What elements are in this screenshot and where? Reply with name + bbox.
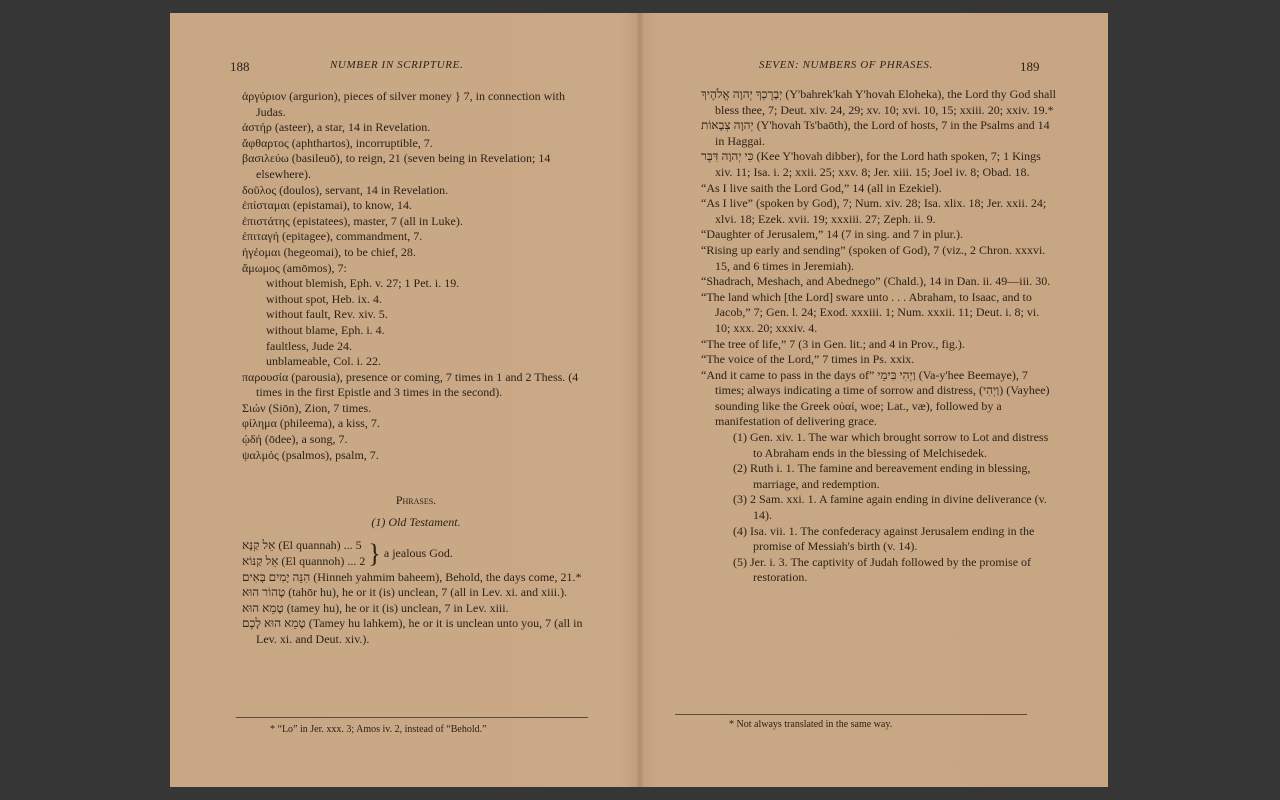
footnote: * “Lo” in Jer. xxx. 3; Amos iv. 2, instead of “Behold.” bbox=[270, 724, 487, 735]
entry: ἐπιταγή (epitagee), commandment, 7. bbox=[242, 229, 423, 244]
entry: ᾠδή (ōdee), a song, 7. bbox=[242, 432, 348, 447]
running-head: SEVEN: NUMBERS OF PHRASES. bbox=[759, 59, 933, 71]
entry: אֵל קַנּוֹא (El quannoh) ... 2 bbox=[242, 554, 366, 569]
entry: כִּי יְהוָה דִּבֶּר (Kee Y'hovah dibber), for the Lord hath spoken, 7; 1 Kings xiv. 11; Isa. i. 2; xxii. 25; xxv. 8; Jer. xiii. 15; Joel iv. 8; Obad. 18. bbox=[701, 149, 1041, 179]
page-number: 188 bbox=[230, 59, 250, 74]
sub-entry: without blemish, Eph. v. 27; 1 Pet. i. 19. bbox=[266, 276, 460, 291]
footnote-rule bbox=[236, 717, 588, 718]
sub-entry: faultless, Jude 24. bbox=[266, 338, 352, 353]
book-spread bbox=[170, 13, 1108, 787]
list-item: (2) Ruth i. 1. The famine and bereavement ending in blessing, marriage, and redemption. bbox=[733, 461, 1031, 491]
page-number: 189 bbox=[1020, 59, 1040, 74]
entry: ἀργύριον (argurion), pieces of silver money } 7, in connection with Judas. bbox=[242, 89, 565, 119]
sub-entry: without blame, Eph. i. 4. bbox=[266, 322, 385, 337]
entry: טָמֵא הוּא (tamey hu), he or it (is) unclean, 7 in Lev. xiii. bbox=[242, 600, 509, 615]
sub-entry: unblameable, Col. i. 22. bbox=[266, 354, 381, 369]
entry: “As I live saith the Lord God,” 14 (all in Ezekiel). bbox=[701, 180, 942, 195]
entry: “Shadrach, Meshach, and Abednego” (Chald.), 14 in Dan. ii. 49—iii. 30. bbox=[701, 274, 1051, 289]
brace: } bbox=[368, 539, 381, 569]
entry: ἐπίσταμαι (epistamai), to know, 14. bbox=[242, 198, 413, 213]
entry: “And it came to pass in the days of” וַיְהִי בִּימֵי (Va-y'hee Beemaye), 7 times; always indicating a time of sorrow and distress, (וַיְהִי) (Vayhee) sounding like the Greek οὐαί, woe; Lat., væ), followed by a manifestation of delivering grace. bbox=[701, 367, 1050, 429]
entry: ἀστήρ (asteer), a star, 14 in Revelation. bbox=[242, 120, 431, 135]
phrases-heading: Phrases. bbox=[395, 493, 437, 508]
entry: טָהוֹר הוּא (tahōr hu), he or it (is) unclean, 7 (all in Lev. xi. and xiii.). bbox=[242, 585, 568, 600]
left-page bbox=[170, 13, 639, 787]
list-item: (1) Gen. xiv. 1. The war which brought sorrow to Lot and distress to Abraham ends in the blessing of Melchisedek. bbox=[733, 430, 1049, 460]
entry: “The voice of the Lord,” 7 times in Ps. xxix. bbox=[701, 352, 915, 367]
page-body bbox=[701, 87, 1057, 586]
entry: “As I live” (spoken by God), 7; Num. xiv. 28; Isa. xlix. 18; Jer. xxii. 24; xlvi. 18; Ezek. xvii. 19; xxxiii. 27; Zeph. ii. 9. bbox=[701, 196, 1047, 226]
ot-heading: (1) Old Testament. bbox=[371, 514, 461, 529]
entry: παρουσία (parousia), presence or coming, 7 times in 1 and 2 Thess. (4 times in the first Epistle and 3 times in the second). bbox=[242, 369, 579, 400]
entry: “The land which [the Lord] sware unto . . . Abraham, to Isaac, and to Jacob,” 7; Gen. l. 24; Exod. xxxiii. 1; Num. xxxii. 11; Deut. i. 8; vi. 10; xxx. 20; xxxiv. 4. bbox=[701, 289, 1040, 335]
entry-gloss: a jealous God. bbox=[383, 546, 453, 561]
sub-entry: without fault, Rev. xiv. 5. bbox=[266, 307, 388, 322]
entry: βασιλεύω (basileuō), to reign, 21 (seven being in Revelation; 14 elsewhere). bbox=[242, 151, 551, 181]
entry: טָמֵא הוּא לָכֶם (Tamey hu lahkem), he or it is unclean unto you, 7 (all in Lev. xi. and Deut. xiv.). bbox=[242, 616, 583, 646]
el-qannah-group bbox=[242, 538, 590, 569]
list-item: (5) Jer. i. 3. The captivity of Judah followed by the promise of restoration. bbox=[733, 554, 1032, 585]
page-body bbox=[242, 89, 590, 648]
list-item: (3) 2 Sam. xxi. 1. A famine again ending in divine deliverance (v. 14). bbox=[733, 492, 1047, 523]
entry: יְבָרֶכְךָ יְהוָה אֱלֹהֶיךָ (Y'bahrek'kah Y'hovah Eloheka), the Lord thy God shall bless thee, 7; Deut. xiv. 24, 29; xv. 10; xvi. 10, 15; xxiii. 20; xxiv. 19.* bbox=[701, 87, 1057, 117]
entry: אֵל קַנָּא (El quannah) ... 5 bbox=[242, 538, 362, 553]
entry: φίλημα (phileema), a kiss, 7. bbox=[242, 416, 380, 431]
right-page bbox=[639, 13, 1108, 787]
entry: δοῦλος (doulos), servant, 14 in Revelation. bbox=[242, 182, 449, 197]
entry: יְהוָה צְבָאוֹת (Y'hovah Ts'baōth), the Lord of hosts, 7 in the Psalms and 14 in Haggai. bbox=[701, 118, 1050, 148]
sub-entry: without spot, Heb. ix. 4. bbox=[266, 291, 382, 306]
entry: ψαλμός (psalmos), psalm, 7. bbox=[242, 447, 379, 462]
entry: “Daughter of Jerusalem,” 14 (7 in sing. and 7 in plur.). bbox=[701, 227, 963, 242]
entry: “The tree of life,” 7 (3 in Gen. lit.; and 4 in Prov., fig.). bbox=[701, 336, 965, 351]
entry: ἄφθαρτος (aphthartos), incorruptible, 7. bbox=[242, 135, 433, 150]
entry: ἡγέομαι (hegeomai), to be chief, 28. bbox=[242, 244, 416, 259]
footnote: * Not always translated in the same way. bbox=[729, 719, 893, 730]
entry: “Rising up early and sending” (spoken of God), 7 (viz., 2 Chron. xxxvi. 15, and 6 times in Jeremiah). bbox=[701, 242, 1046, 273]
running-head: NUMBER IN SCRIPTURE. bbox=[330, 59, 464, 71]
entry: הִנֵּה יָמִים בָּאִים (Hinneh yahmim baheem), Behold, the days come, 21.* bbox=[242, 569, 582, 584]
entry: ἐπιστάτης (epistatees), master, 7 (all in Luke). bbox=[242, 213, 463, 228]
entry: Σιών (Siōn), Zion, 7 times. bbox=[242, 400, 372, 415]
footnote-rule bbox=[675, 714, 1027, 715]
list-item: (4) Isa. vii. 1. The confederacy against Jerusalem ending in the promise of Messiah's birth (v. 14). bbox=[733, 523, 1035, 554]
entry: ἄμωμος (amōmos), 7: bbox=[242, 260, 347, 275]
